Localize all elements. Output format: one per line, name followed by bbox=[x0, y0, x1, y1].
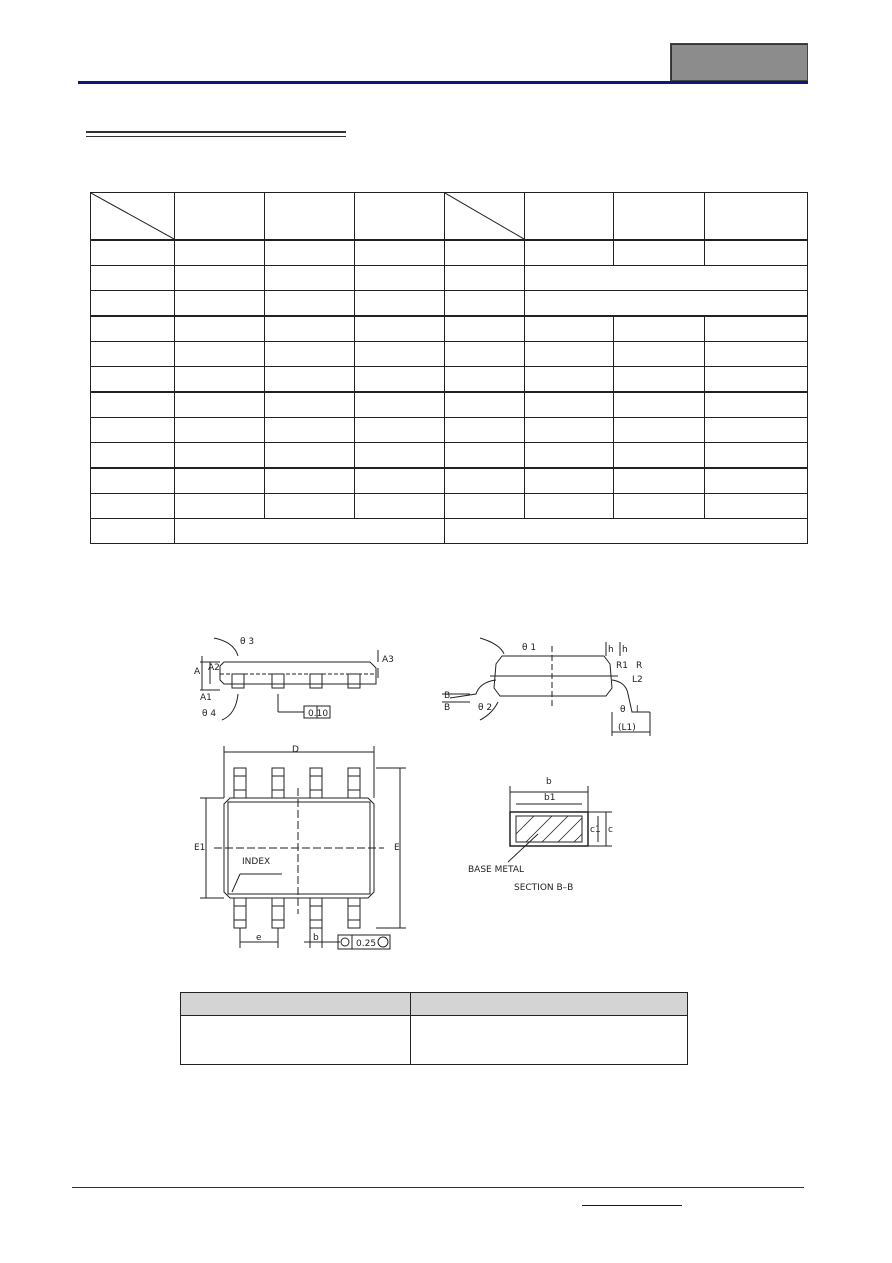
a3-label: A3 bbox=[382, 655, 394, 665]
b1-label: b1 bbox=[544, 793, 556, 803]
footer-link[interactable] bbox=[582, 1192, 682, 1206]
table-row bbox=[91, 316, 808, 342]
b-upper-label: B bbox=[444, 691, 451, 701]
lead-b-label: b bbox=[313, 933, 319, 943]
c1-label: c1 bbox=[590, 825, 601, 835]
theta-label: θ bbox=[620, 705, 626, 715]
theta2-label: θ 2 bbox=[478, 703, 493, 713]
h-label: h bbox=[608, 645, 614, 655]
top-view bbox=[200, 746, 406, 949]
r-label: R bbox=[636, 661, 643, 671]
b-lower-label: B bbox=[444, 703, 451, 713]
marking-table bbox=[180, 992, 688, 1065]
table-row bbox=[91, 266, 808, 291]
position-tolerance: 0.25 bbox=[356, 939, 377, 949]
l-label: l bbox=[636, 705, 639, 715]
front-view bbox=[442, 638, 650, 736]
a2-label: A2 bbox=[208, 663, 220, 673]
marking-body-cell bbox=[411, 1016, 688, 1065]
table-row bbox=[91, 392, 808, 418]
header-label-box bbox=[670, 43, 808, 81]
footer-rule bbox=[72, 1187, 804, 1188]
l2-label: L2 bbox=[632, 675, 643, 685]
section-title-underline bbox=[86, 131, 346, 133]
base-metal-label: BASE METAL bbox=[468, 865, 525, 875]
theta3-label: θ 3 bbox=[240, 637, 255, 647]
a-label: A bbox=[194, 667, 201, 677]
pitch-e-label: e bbox=[256, 933, 262, 943]
h2-label: h bbox=[622, 645, 628, 655]
d-label: D bbox=[292, 745, 299, 755]
section-b-label: b bbox=[546, 777, 552, 787]
table-row bbox=[91, 494, 808, 519]
r1-label: R1 bbox=[616, 661, 628, 671]
table-row bbox=[91, 291, 808, 317]
section-b-b bbox=[508, 786, 612, 862]
table-header-row bbox=[91, 193, 808, 241]
diagonal-header-cell bbox=[91, 193, 175, 241]
side-view bbox=[200, 638, 378, 720]
marking-header-cell bbox=[181, 993, 411, 1016]
e1-label: E1 bbox=[194, 843, 206, 853]
marking-body-cell bbox=[181, 1016, 411, 1065]
a1-label: A1 bbox=[200, 693, 212, 703]
marking-table-header bbox=[181, 993, 688, 1016]
c-label: c bbox=[608, 825, 613, 835]
marking-header-cell bbox=[411, 993, 688, 1016]
index-label: INDEX bbox=[242, 857, 271, 867]
table-row bbox=[91, 443, 808, 469]
marking-table-row bbox=[181, 1016, 688, 1065]
section-label: SECTION B–B bbox=[514, 883, 574, 893]
theta1-label: θ 1 bbox=[522, 643, 537, 653]
diagonal-header-cell bbox=[445, 193, 525, 241]
header-rule bbox=[78, 81, 808, 84]
table-row bbox=[91, 468, 808, 494]
table-row bbox=[91, 519, 808, 544]
table-row bbox=[91, 240, 808, 266]
package-outline-drawing bbox=[180, 628, 660, 958]
l1-label: (L1) bbox=[618, 723, 636, 733]
dimension-table bbox=[90, 192, 808, 544]
section-title-underline-second bbox=[86, 136, 346, 137]
table-row bbox=[91, 418, 808, 443]
table-row bbox=[91, 367, 808, 393]
theta4-label: θ 4 bbox=[202, 709, 217, 719]
table-row bbox=[91, 342, 808, 367]
footer-link-underline bbox=[582, 1205, 682, 1206]
e-label: E bbox=[394, 843, 400, 853]
flatness-tolerance: 0.10 bbox=[308, 709, 329, 719]
